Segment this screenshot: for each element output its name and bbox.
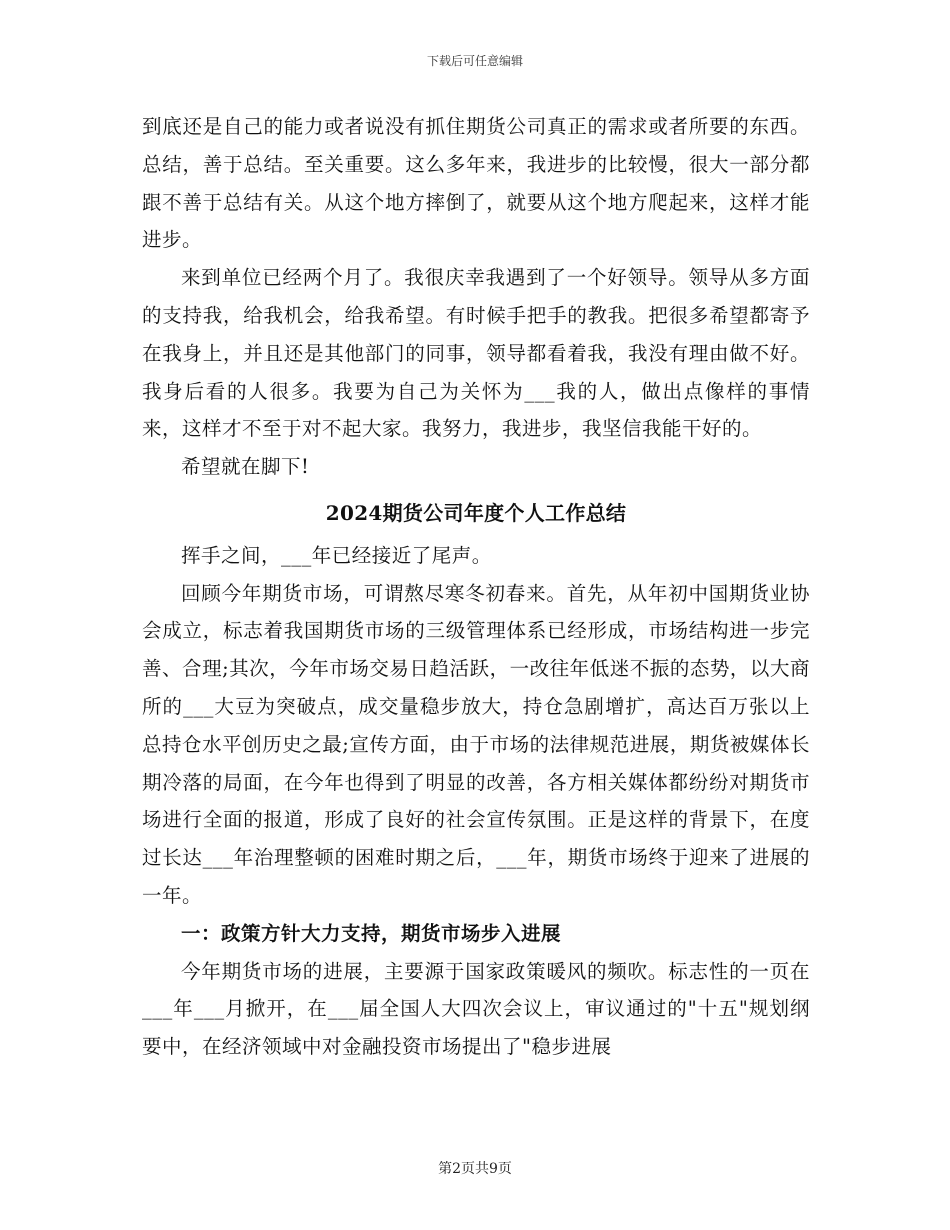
- page-header-note: 下载后可任意编辑: [426, 54, 523, 68]
- paragraph: 来到单位已经两个月了。我很庆幸我遇到了一个好领导。领导从多方面的支持我，给我机会，给我希望。有时候手把手的教我。把很多希望都寄予在我身上，并且还是其他部门的同事，领导都看着我，我没有理由做不好。我身后看的人很多。我要为自己为关怀为___我的人，做出点像样的事情来，这样才不至于对不起大家。我努力，我进步，我坚信我能干好的。: [142, 266, 810, 441]
- page-number-footer: 第2页共9页: [438, 1161, 512, 1177]
- paragraph: 回顾今年期货市场，可谓熬尽寒冬初春来。首先，从年初中国期货业协会成立，标志着我国期货市场的三级管理体系已经形成，市场结构进一步完善、合理;其次，今年市场交易日趋活跃，一改往年低迷不振的态势，以大商所的___大豆为突破点，成交量稳步放大，持仓急剧增扩，高达百万张以上总持仓水平创历史之最;宣传方面，由于市场的法律规范进展，期货被媒体长期冷落的局面，在今年也得到了明显的改善，各方相关媒体都纷纷对期货市场进行全面的报道，形成了良好的社会宣传氛围。正是这样的背景下，在度过长达___年治理整顿的困难时期之后，___年，期货市场终于迎来了进展的一年。: [142, 581, 810, 907]
- document-title: 2024期货公司年度个人工作总结: [325, 500, 627, 525]
- document-body: [142, 108, 810, 1066]
- paragraph: 挥手之间，___年已经接近了尾声。: [181, 543, 492, 567]
- paragraph: 希望就在脚下!: [181, 455, 310, 479]
- paragraph: 到底还是自己的能力或者说没有抓住期货公司真正的需求或者所要的东西。总结，善于总结。至关重要。这么多年来，我进步的比较慢，很大一部分都跟不善于总结有关。从这个地方摔倒了，就要从这个地方爬起来，这样才能进步。: [142, 115, 810, 252]
- paragraph: 今年期货市场的进展，主要源于国家政策暖风的频吹。标志性的一页在___年___月掀开，在___届全国人大四次会议上，审议通过的"十五"规划纲要中，在经济领域中对金融投资市场提出了"稳步进展: [142, 959, 810, 1059]
- section-heading: 一：政策方针大力支持，期货市场步入进展: [181, 921, 562, 945]
